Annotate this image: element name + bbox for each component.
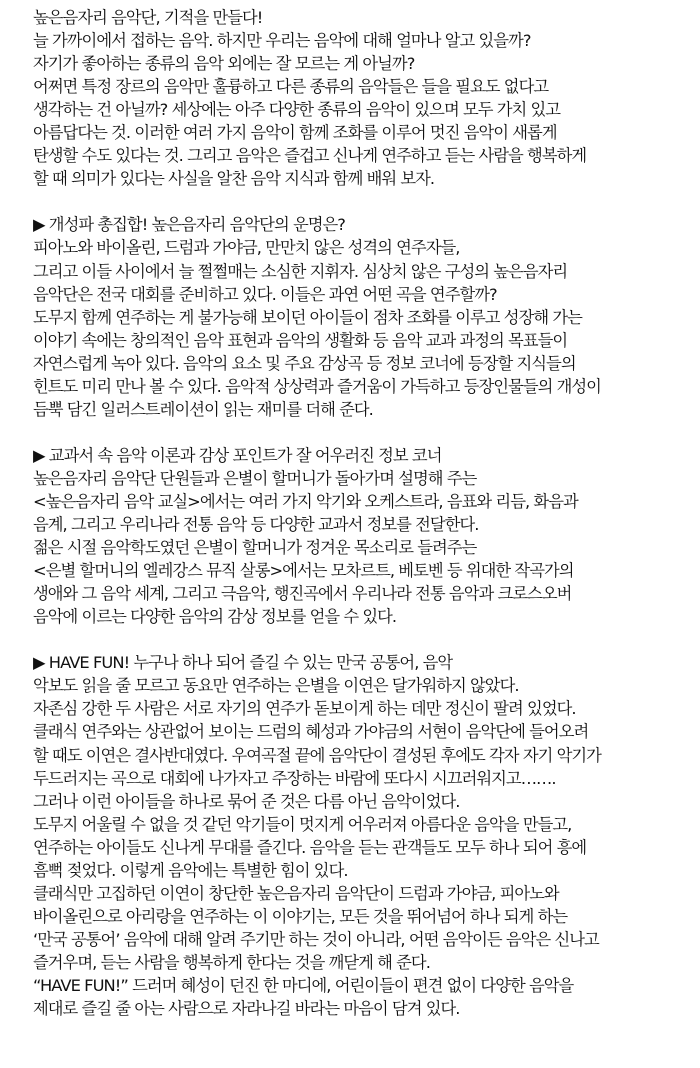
section-line: 연주하는 아이들도 신나게 무대를 즐긴다. 음악을 듣는 관객들도 모두 하나 되어 흥에 bbox=[33, 837, 587, 857]
section-line: 힌트도 미리 만나 볼 수 있다. 음악적 상상력과 즐거움이 가득하고 등장인물들의 개성이 bbox=[33, 376, 601, 396]
paragraph-gap bbox=[33, 628, 698, 651]
section-line: 음악에 이르는 다양한 음악의 감상 정보를 얻을 수 있다. bbox=[33, 607, 397, 627]
intro-line: 할 때 의미가 있다는 사실을 알찬 음악 지식과 함께 배워 보자. bbox=[33, 169, 435, 189]
section-line: 할 때도 이연은 결사반대였다. 우여곡절 끝에 음악단이 결성된 후에도 각자 자기 악기가 bbox=[33, 745, 601, 765]
intro-title: 높은음자리 음악단, 기적을 만들다! bbox=[33, 8, 263, 27]
section-line: 생애와 그 음악 세계, 그리고 극음악, 행진곡에서 우리나라 전통 음악과 크로스오버 bbox=[33, 584, 572, 604]
section-line: 도무지 함께 연주하는 게 불가능해 보이던 아이들이 점차 조화를 이루고 성장해 가는 bbox=[33, 307, 582, 327]
section-line: 바이올린으로 아리랑을 연주하는 이 이야기는, 모든 것을 뛰어넘어 하나 되게 하는 bbox=[33, 906, 568, 926]
section-line: 이야기 속에는 창의적인 음악 표현과 음악의 생활화 등 음악 교과 과정의 목표들이 bbox=[33, 330, 568, 350]
section-line: 그러나 이런 아이들을 하나로 묶어 준 것은 다름 아닌 음악이었다. bbox=[33, 791, 460, 811]
intro-line: 탄생할 수도 있다는 것. 그리고 음악은 즐겁고 신나게 연주하고 듣는 사람을 행복하게 bbox=[33, 146, 587, 166]
intro-line: 아름답다는 것. 이러한 여러 가지 음악이 함께 조화를 이루어 멋진 음악이 새롭게 bbox=[33, 123, 557, 143]
intro-line: 자기가 좋아하는 종류의 음악 외에는 잘 모르는 게 아닐까? bbox=[33, 54, 415, 74]
paragraph-gap bbox=[33, 190, 698, 213]
book-description bbox=[33, 6, 698, 1020]
section-line: 즐거우며, 듣는 사람을 행복하게 한다는 것을 깨닫게 해 준다. bbox=[33, 952, 430, 972]
section-line: 젊은 시절 음악학도였던 은별이 할머니가 정겨운 목소리로 들려주는 bbox=[33, 538, 477, 558]
section-line: 두드러지는 곡으로 대회에 나가자고 주장하는 바람에 또다시 시끄러워지고……. bbox=[33, 768, 556, 788]
section-line: 흠뻑 젖었다. 이렇게 음악에는 특별한 힘이 있다. bbox=[33, 860, 348, 880]
section-heading: ▶ 개성파 총집합! 높은음자리 음악단의 운명은? bbox=[33, 215, 345, 235]
intro-line: 늘 가까이에서 접하는 음악. 하지만 우리는 음악에 대해 얼마나 알고 있을까? bbox=[33, 31, 531, 51]
section-line: 듬뿍 담긴 일러스트레이션이 읽는 재미를 더해 준다. bbox=[33, 399, 373, 419]
section-line: 제대로 즐길 줄 아는 사람으로 자라나길 바라는 마음이 담겨 있다. bbox=[33, 999, 460, 1019]
section-info-corner bbox=[33, 444, 698, 628]
section-line: 악보도 읽을 줄 모르고 동요만 연주하는 은별을 이연은 달가워하지 않았다. bbox=[33, 676, 519, 696]
section-line: 자존심 강한 두 사람은 서로 자기의 연주가 돋보이게 하는 데만 정신이 팔려 있었다. bbox=[33, 699, 576, 719]
section-line: 음악단은 전국 대회를 준비하고 있다. 이들은 과연 어떤 곡을 연주할까? bbox=[33, 284, 497, 304]
paragraph-gap bbox=[33, 421, 698, 444]
section-line: <은별 할머니의 엘레강스 뮤직 살롱>에서는 모차르트, 베토벤 등 위대한 작곡가의 bbox=[33, 561, 574, 581]
section-line: ‘만국 공통어’ 음악에 대해 알려 주기만 하는 것이 아니라, 어떤 음악이든 음악은 신나고 bbox=[33, 929, 599, 949]
section-characters bbox=[33, 213, 698, 420]
section-have-fun bbox=[33, 651, 698, 1020]
section-line: “HAVE FUN!” 드러머 혜성이 던진 한 마디에, 어린이들이 편견 없이 다양한 음악을 bbox=[33, 975, 574, 995]
section-heading: ▶ 교과서 속 음악 이론과 감상 포인트가 잘 어우러진 정보 코너 bbox=[33, 445, 442, 465]
section-line: <높은음자리 음악 교실>에서는 여러 가지 악기와 오케스트라, 음표와 리듬, 화음과 bbox=[33, 491, 578, 511]
section-line: 클래식 연주와는 상관없어 보이는 드럼의 혜성과 가야금의 서현이 음악단에 들어오려 bbox=[33, 722, 589, 742]
section-line: 도무지 어울릴 수 없을 것 같던 악기들이 멋지게 어우러져 아름다운 음악을 만들고, bbox=[33, 814, 572, 834]
section-line: 클래식만 고집하던 이연이 창단한 높은음자리 음악단이 드럼과 가야금, 피아노와 bbox=[33, 883, 559, 903]
section-line: 높은음자리 음악단 단원들과 은별이 할머니가 돌아가며 설명해 주는 bbox=[33, 468, 477, 488]
intro-line: 생각하는 건 아닐까? 세상에는 아주 다양한 종류의 음악이 있으며 모두 가치 있고 bbox=[33, 100, 561, 120]
section-line: 그리고 이들 사이에서 늘 쩔쩔매는 소심한 지휘자. 심상치 않은 구성의 높은음자리 bbox=[33, 261, 568, 281]
section-line: 음계, 그리고 우리나라 전통 음악 등 다양한 교과서 정보를 전달한다. bbox=[33, 515, 479, 535]
section-line: 피아노와 바이올린, 드럼과 가야금, 만만치 않은 성격의 연주자들, bbox=[33, 238, 460, 258]
section-line: 자연스럽게 녹아 있다. 음악의 요소 및 주요 감상곡 등 정보 코너에 등장할 지식들의 bbox=[33, 353, 576, 373]
section-heading: ▶ HAVE FUN! 누구나 하나 되어 즐길 수 있는 만국 공통어, 음악 bbox=[33, 653, 453, 673]
intro-block bbox=[33, 6, 698, 190]
intro-line: 어쩌면 특정 장르의 음악만 훌륭하고 다른 종류의 음악들은 들을 필요도 없다고 bbox=[33, 77, 549, 97]
